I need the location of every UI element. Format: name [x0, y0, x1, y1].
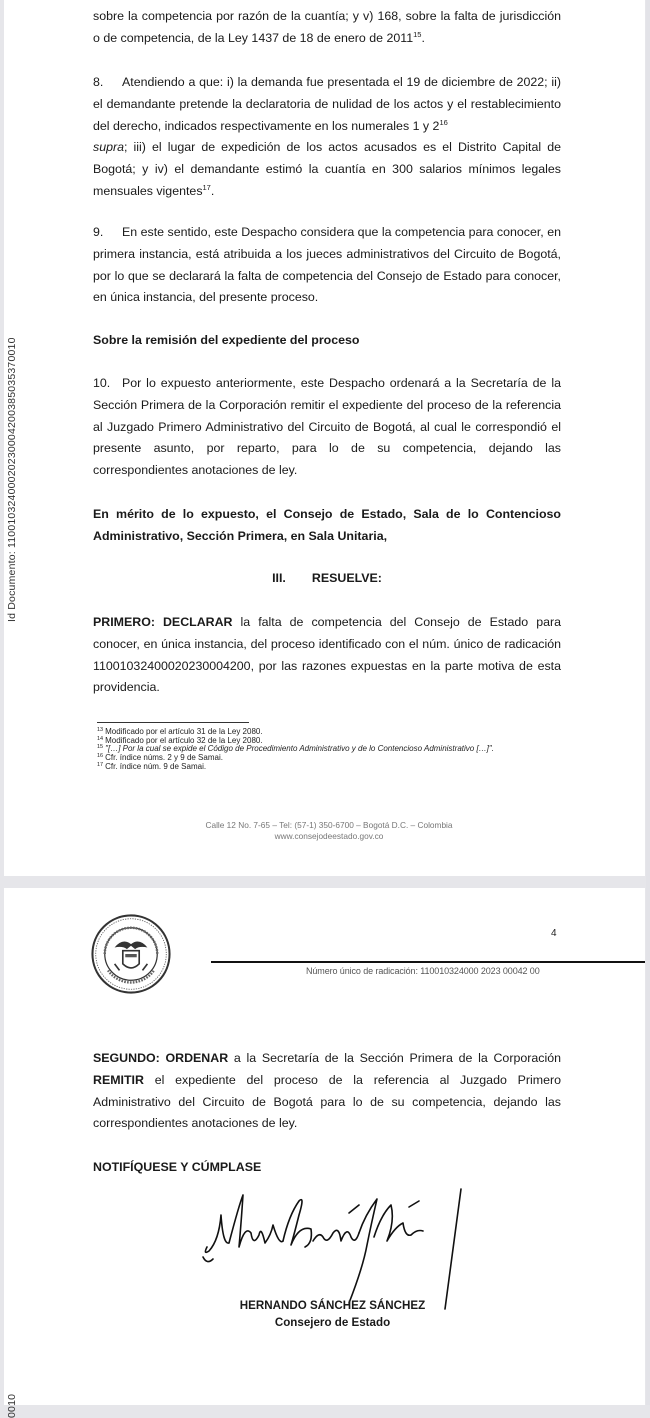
- section-subheading: Sobre la remisión del expediente del proceso: [93, 333, 360, 347]
- paragraph-continuation: [93, 6, 561, 50]
- resolution-lead: SEGUNDO: ORDENAR: [93, 1051, 229, 1065]
- paragraph-text: el expediente del proceso de la referencia al Juzgado Primero Administrativo del Circuito de Bogotá para lo de su competencia, dejando las correspondientes anotaciones de ley.: [93, 1072, 561, 1131]
- footnote-number: 14: [97, 735, 104, 742]
- paragraph-text: la falta de competencia del Consejo de Estado para conocer, en única instancia, del proceso identificado con el núm. único de radicación 11001032400020230004200, por las razones expuestas en la parte motiva de esta providencia.: [93, 615, 561, 695]
- footnote-ref[interactable]: 16: [439, 117, 448, 127]
- radicacion-number: Número único de radicación: 110010324000 2023 00042 00: [306, 966, 540, 976]
- footnote-ref[interactable]: 15: [413, 29, 422, 39]
- resolution-primero: [93, 612, 561, 699]
- scrollbar-track[interactable]: [646, 0, 650, 1405]
- footnote-text: Modificado por el artículo 32 de la Ley 2080.: [105, 735, 263, 745]
- paragraph-text: .: [421, 30, 425, 45]
- paragraph-text: .: [210, 183, 215, 198]
- footnote-text: "[…] Por la cual se expide el Código de Procedimiento Administrativo y de lo Contencioso Administrativo […]".: [105, 744, 494, 754]
- resolution-segundo: [93, 1048, 561, 1135]
- signer-title: Consejero de Estado: [274, 1316, 391, 1329]
- document-id-label: Id Documento: 11001032400020230004200385035370010: [6, 337, 18, 622]
- resolution-verb: REMITIR: [93, 1072, 144, 1087]
- header-divider: [211, 961, 645, 963]
- footnote-number: 13: [97, 727, 104, 733]
- paragraph-text: ; iii) el lugar de expedición de los actos acusados es el Distrito Capital de Bogotá; y iv) el demandante estimó la cuantía en 300 salarios mínimos legales mensuales vigentes: [93, 140, 561, 198]
- footnote-text: Cfr. índice núm. 9 de Samai.: [105, 761, 207, 771]
- paragraph-9: [93, 222, 561, 309]
- paragraph-text: sobre la competencia por razón de la cuantía; y v) 168, sobre la falta de jurisdicción o de competencia, de la Ley 1437 de 18 de enero de 2011: [93, 9, 561, 45]
- signer-name: HERNANDO SÁNCHEZ SÁNCHEZ: [239, 1299, 426, 1312]
- footnote-number: 15: [97, 744, 104, 751]
- document-page-3: [4, 0, 645, 876]
- footer-website[interactable]: www.consejodeestado.gov.co: [274, 830, 384, 841]
- section-number: III.: [272, 571, 286, 585]
- footnote-number: 17: [97, 761, 104, 768]
- merito-statement: En mérito de lo expuesto, el Consejo de Estado, Sala de lo Contencioso Administrativo, Sección Primera, en Sala Unitaria,: [93, 507, 561, 543]
- paragraph-text: En este sentido, este Despacho considera que la competencia para conocer, en primera instancia, está atribuida a los jueces administrativos del Circuito de Bogotá, por lo que se declarará la falta de competencia del Consejo de Estado para conocer, en única instancia, del presente proceso.: [93, 225, 561, 305]
- footnote-divider: [97, 722, 249, 723]
- paragraph-10: [93, 373, 561, 482]
- paragraph-text: Por lo expuesto anteriormente, este Despacho ordenará a la Secretaría de la Sección Primera de la Corporación remitir el expediente del proceso de la referencia al Juzgado Primero Administrativo del Circuito de Bogotá, al cual le correspondió el presente asunto, por reparto, para lo de su competencia, dejando las correspondientes anotaciones de ley.: [93, 376, 561, 478]
- document-id-label-partial: 0010: [6, 1393, 18, 1418]
- document-page-4: [4, 888, 645, 1418]
- page-number: 4: [551, 928, 557, 939]
- footnote-number: 16: [97, 753, 104, 760]
- footnotes-list: [97, 728, 494, 772]
- signer-block: [200, 1297, 465, 1331]
- footnote-item: [97, 763, 494, 772]
- paragraph-number: 9.: [93, 225, 104, 239]
- footnote-text: Cfr. índice núms. 2 y 9 de Samai.: [105, 753, 223, 763]
- paragraph-number: 8.: [93, 75, 104, 89]
- republic-of-colombia-seal-icon: [90, 913, 172, 995]
- paragraph-8: [93, 72, 561, 203]
- footer-address: Calle 12 No. 7-65 – Tel: (57-1) 350-6700 – Bogotá D.C. – Colombia: [205, 820, 453, 830]
- paragraph-text: Atendiendo a que: i) la demanda fue presentada el 19 de diciembre de 2022; ii) el demandante pretende la declaratoria de nulidad de los actos y el restablecimiento del derecho, indicados respectivamente en los numerales 1 y 2: [93, 75, 561, 133]
- resolution-lead: PRIMERO: DECLARAR: [93, 615, 233, 629]
- handwritten-signature-icon: [199, 1185, 474, 1315]
- paragraph-text: a la Secretaría de la Sección Primera de la Corporación: [228, 1051, 561, 1065]
- closing-statement: NOTIFÍQUESE Y CÚMPLASE: [93, 1160, 262, 1174]
- page-footer: [104, 820, 554, 841]
- italic-term: supra: [93, 140, 124, 155]
- footnote-text: Modificado por el artículo 31 de la Ley 2080.: [105, 727, 263, 736]
- paragraph-number: 10.: [93, 376, 111, 390]
- footnote-ref[interactable]: 17: [202, 182, 211, 192]
- section-title: RESUELVE:: [311, 571, 382, 585]
- resuelve-heading: [93, 571, 561, 585]
